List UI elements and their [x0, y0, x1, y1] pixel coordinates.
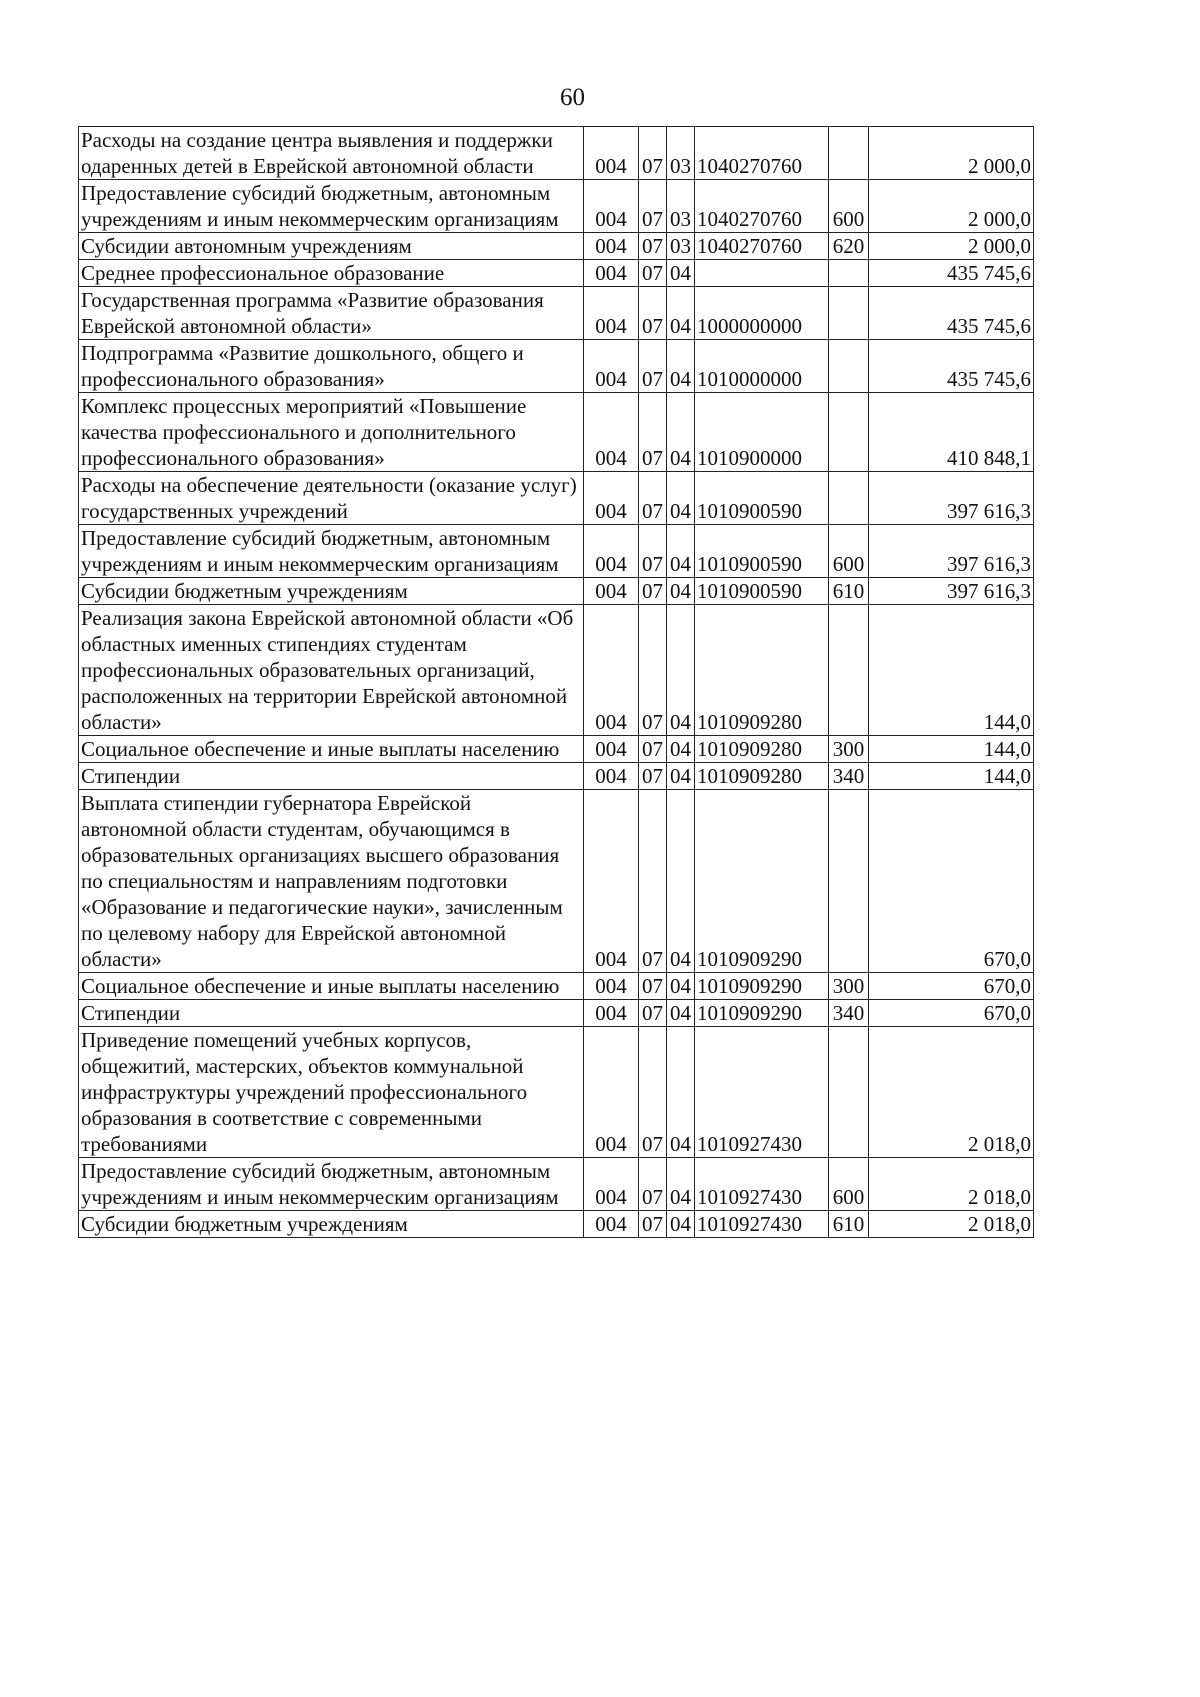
target-article-code: 1010909290 [695, 790, 829, 973]
table-row [79, 525, 1034, 578]
target-article-code: 1010909290 [695, 1000, 829, 1027]
table-row [79, 578, 1034, 605]
section-code: 07 [639, 393, 667, 472]
expense-type-code [829, 127, 869, 180]
row-name: Среднее профессиональное образование [79, 260, 584, 287]
section-code: 07 [639, 605, 667, 736]
subsection-code: 04 [667, 472, 695, 525]
table-row [79, 127, 1034, 180]
amount: 2 000,0 [869, 233, 1034, 260]
ministry-code: 004 [584, 340, 639, 393]
expense-type-code: 600 [829, 1158, 869, 1211]
table-row [79, 1158, 1034, 1211]
table-row [79, 340, 1034, 393]
section-code: 07 [639, 763, 667, 790]
target-article-code: 1010909280 [695, 736, 829, 763]
ministry-code: 004 [584, 472, 639, 525]
expense-type-code [829, 1027, 869, 1158]
row-name: Реализация закона Еврейской автономной области «Об областных именных стипендиях студентам профессиональных образовательных организаций, расположенных на территории Еврейской автономной области» [79, 605, 584, 736]
target-article-code: 1040270760 [695, 180, 829, 233]
target-article-code [695, 260, 829, 287]
expense-type-code [829, 472, 869, 525]
subsection-code: 04 [667, 763, 695, 790]
expense-type-code [829, 340, 869, 393]
amount: 435 745,6 [869, 260, 1034, 287]
subsection-code: 04 [667, 1027, 695, 1158]
row-name: Предоставление субсидий бюджетным, автономным учреждениям и иным некоммерческим организациям [79, 525, 584, 578]
subsection-code: 04 [667, 287, 695, 340]
amount: 397 616,3 [869, 472, 1034, 525]
amount: 144,0 [869, 736, 1034, 763]
table-row [79, 1000, 1034, 1027]
row-name: Приведение помещений учебных корпусов, общежитий, мастерских, объектов коммунальной инфраструктуры учреждений профессионального образования в соответствие с современными требованиями [79, 1027, 584, 1158]
page-number: 60 [560, 84, 585, 111]
ministry-code: 004 [584, 1000, 639, 1027]
ministry-code: 004 [584, 736, 639, 763]
amount: 2 018,0 [869, 1027, 1034, 1158]
ministry-code: 004 [584, 393, 639, 472]
subsection-code: 04 [667, 1000, 695, 1027]
table-row [79, 1027, 1034, 1158]
row-name: Предоставление субсидий бюджетным, автономным учреждениям и иным некоммерческим организациям [79, 180, 584, 233]
section-code: 07 [639, 260, 667, 287]
section-code: 07 [639, 287, 667, 340]
target-article-code: 1010927430 [695, 1211, 829, 1238]
ministry-code: 004 [584, 260, 639, 287]
section-code: 07 [639, 127, 667, 180]
subsection-code: 03 [667, 180, 695, 233]
ministry-code: 004 [584, 1027, 639, 1158]
target-article-code: 1010900000 [695, 393, 829, 472]
subsection-code: 04 [667, 525, 695, 578]
table-row [79, 763, 1034, 790]
subsection-code: 04 [667, 790, 695, 973]
target-article-code: 1010927430 [695, 1027, 829, 1158]
subsection-code: 04 [667, 260, 695, 287]
row-name: Выплата стипендии губернатора Еврейской автономной области студентам, обучающимся в образовательных организациях высшего образования по специальностям и направлениям подготовки «Образование и педагогические науки», зачисленным по целевому набору для Еврейской автономной области» [79, 790, 584, 973]
section-code: 07 [639, 973, 667, 1000]
expense-type-code: 300 [829, 973, 869, 1000]
table-row [79, 233, 1034, 260]
subsection-code: 04 [667, 1211, 695, 1238]
expense-type-code: 620 [829, 233, 869, 260]
section-code: 07 [639, 233, 667, 260]
row-name: Государственная программа «Развитие образования Еврейской автономной области» [79, 287, 584, 340]
table-row [79, 790, 1034, 973]
row-name: Социальное обеспечение и иные выплаты населению [79, 736, 584, 763]
ministry-code: 004 [584, 1211, 639, 1238]
row-name: Субсидии автономным учреждениям [79, 233, 584, 260]
subsection-code: 04 [667, 1158, 695, 1211]
amount: 670,0 [869, 790, 1034, 973]
subsection-code: 03 [667, 127, 695, 180]
table-row [79, 605, 1034, 736]
amount: 397 616,3 [869, 578, 1034, 605]
section-code: 07 [639, 1158, 667, 1211]
expense-type-code [829, 260, 869, 287]
ministry-code: 004 [584, 233, 639, 260]
target-article-code: 1010900590 [695, 472, 829, 525]
amount: 397 616,3 [869, 525, 1034, 578]
target-article-code: 1010909280 [695, 763, 829, 790]
ministry-code: 004 [584, 790, 639, 973]
table-body [79, 127, 1034, 1238]
subsection-code: 04 [667, 605, 695, 736]
amount: 670,0 [869, 1000, 1034, 1027]
row-name: Подпрограмма «Развитие дошкольного, общего и профессионального образования» [79, 340, 584, 393]
table-row [79, 1211, 1034, 1238]
expense-type-code: 300 [829, 736, 869, 763]
amount: 2 018,0 [869, 1158, 1034, 1211]
target-article-code: 1010000000 [695, 340, 829, 393]
amount: 2 018,0 [869, 1211, 1034, 1238]
target-article-code: 1040270760 [695, 233, 829, 260]
amount: 435 745,6 [869, 340, 1034, 393]
ministry-code: 004 [584, 605, 639, 736]
row-name: Субсидии бюджетным учреждениям [79, 1211, 584, 1238]
target-article-code: 1010927430 [695, 1158, 829, 1211]
target-article-code: 1040270760 [695, 127, 829, 180]
ministry-code: 004 [584, 287, 639, 340]
table-row [79, 973, 1034, 1000]
amount: 410 848,1 [869, 393, 1034, 472]
target-article-code: 1000000000 [695, 287, 829, 340]
row-name: Субсидии бюджетным учреждениям [79, 578, 584, 605]
amount: 2 000,0 [869, 127, 1034, 180]
section-code: 07 [639, 1027, 667, 1158]
ministry-code: 004 [584, 127, 639, 180]
table-row [79, 287, 1034, 340]
row-name: Предоставление субсидий бюджетным, автономным учреждениям и иным некоммерческим организациям [79, 1158, 584, 1211]
amount: 670,0 [869, 973, 1034, 1000]
row-name: Комплекс процессных мероприятий «Повышение качества профессионального и дополнительного профессионального образования» [79, 393, 584, 472]
ministry-code: 004 [584, 578, 639, 605]
section-code: 07 [639, 1211, 667, 1238]
subsection-code: 04 [667, 393, 695, 472]
amount: 435 745,6 [869, 287, 1034, 340]
amount: 144,0 [869, 605, 1034, 736]
section-code: 07 [639, 525, 667, 578]
ministry-code: 004 [584, 1158, 639, 1211]
section-code: 07 [639, 340, 667, 393]
expense-type-code: 610 [829, 1211, 869, 1238]
expense-type-code [829, 393, 869, 472]
row-name: Стипендии [79, 1000, 584, 1027]
expense-type-code: 340 [829, 1000, 869, 1027]
table-row [79, 180, 1034, 233]
expense-type-code [829, 790, 869, 973]
target-article-code: 1010900590 [695, 578, 829, 605]
budget-table [78, 126, 1034, 1238]
target-article-code: 1010909280 [695, 605, 829, 736]
target-article-code: 1010900590 [695, 525, 829, 578]
section-code: 07 [639, 790, 667, 973]
table-row [79, 260, 1034, 287]
row-name: Стипендии [79, 763, 584, 790]
subsection-code: 04 [667, 340, 695, 393]
table-row [79, 736, 1034, 763]
ministry-code: 004 [584, 525, 639, 578]
expense-type-code: 340 [829, 763, 869, 790]
subsection-code: 04 [667, 578, 695, 605]
subsection-code: 03 [667, 233, 695, 260]
expense-type-code [829, 605, 869, 736]
section-code: 07 [639, 180, 667, 233]
section-code: 07 [639, 736, 667, 763]
row-name: Расходы на создание центра выявления и поддержки одаренных детей в Еврейской автономной области [79, 127, 584, 180]
amount: 144,0 [869, 763, 1034, 790]
section-code: 07 [639, 578, 667, 605]
subsection-code: 04 [667, 736, 695, 763]
table-row [79, 472, 1034, 525]
expense-type-code: 600 [829, 525, 869, 578]
expense-type-code: 600 [829, 180, 869, 233]
ministry-code: 004 [584, 763, 639, 790]
expense-type-code: 610 [829, 578, 869, 605]
target-article-code: 1010909290 [695, 973, 829, 1000]
section-code: 07 [639, 1000, 667, 1027]
ministry-code: 004 [584, 973, 639, 1000]
subsection-code: 04 [667, 973, 695, 1000]
table-row [79, 393, 1034, 472]
expense-type-code [829, 287, 869, 340]
row-name: Социальное обеспечение и иные выплаты населению [79, 973, 584, 1000]
row-name: Расходы на обеспечение деятельности (оказание услуг) государственных учреждений [79, 472, 584, 525]
ministry-code: 004 [584, 180, 639, 233]
section-code: 07 [639, 472, 667, 525]
amount: 2 000,0 [869, 180, 1034, 233]
